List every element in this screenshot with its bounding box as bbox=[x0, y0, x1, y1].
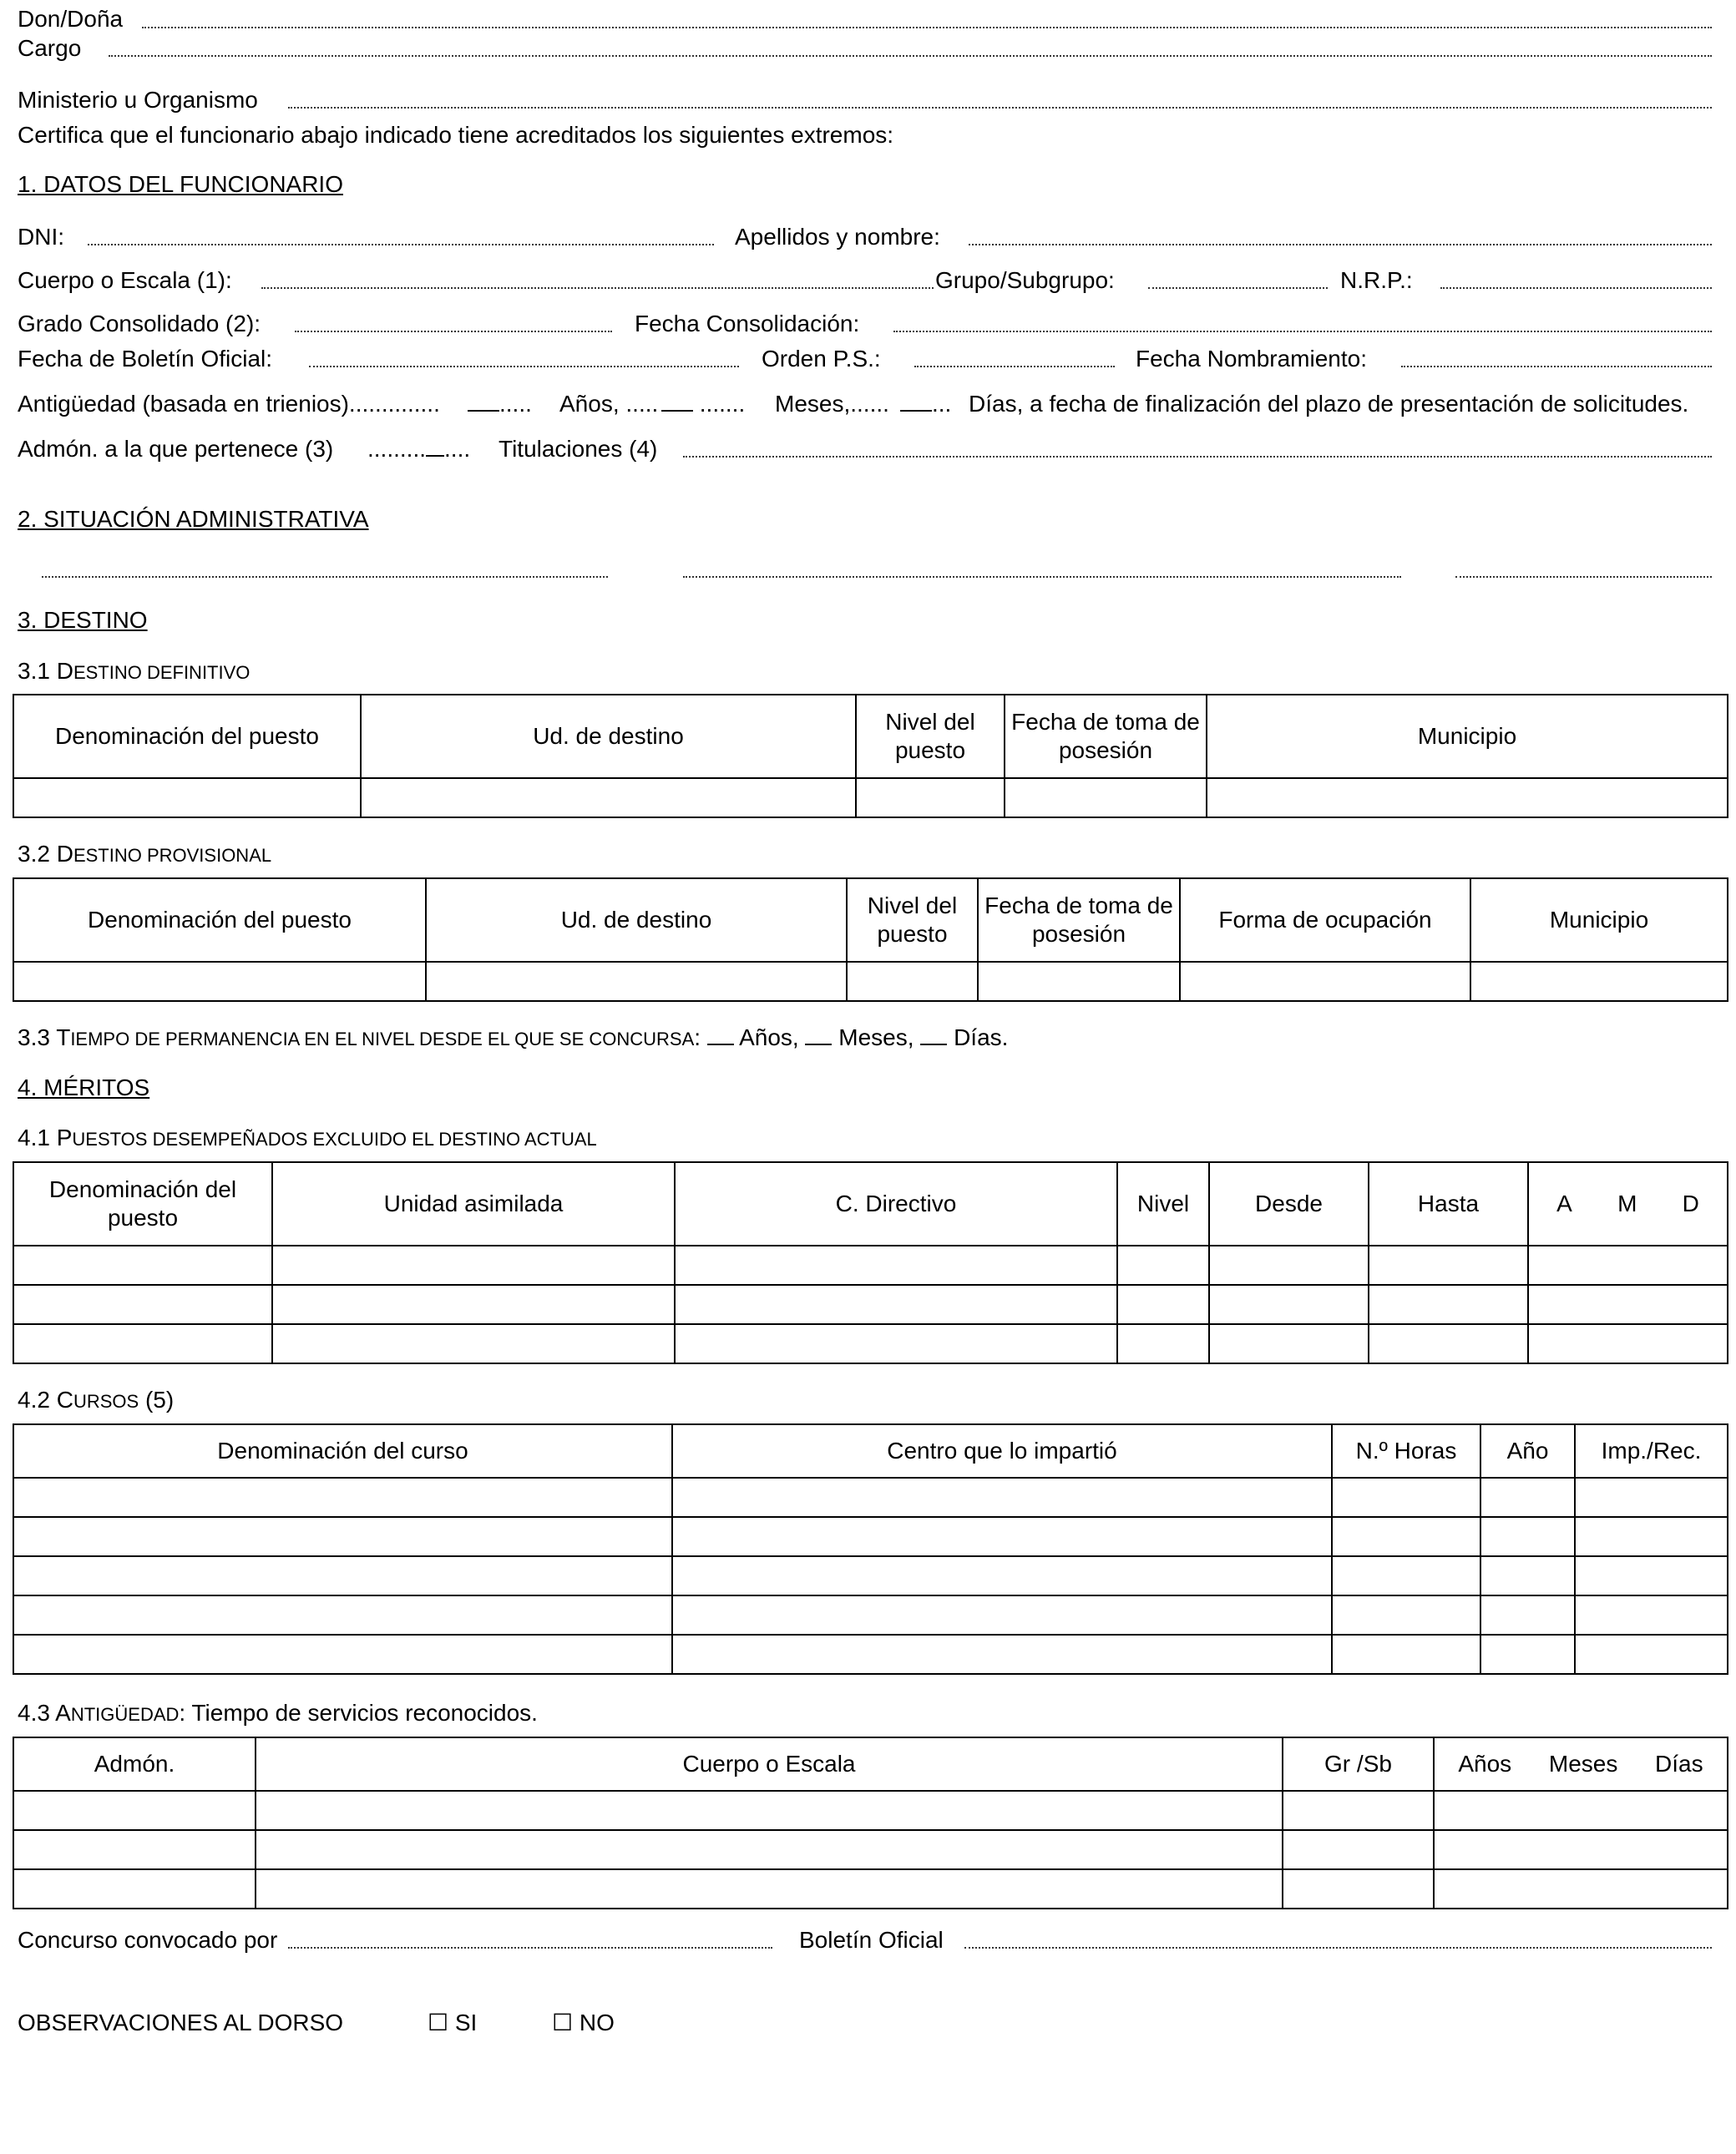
orden-label: Orden P.S.: bbox=[762, 346, 881, 372]
table-cell[interactable] bbox=[272, 1285, 675, 1324]
table-cell[interactable] bbox=[1575, 1478, 1728, 1517]
table-cell[interactable] bbox=[13, 1595, 672, 1635]
table-cell[interactable] bbox=[1470, 962, 1728, 1001]
table-cell[interactable] bbox=[1434, 1830, 1728, 1869]
table-cell[interactable] bbox=[1332, 1595, 1480, 1635]
don-label: Don/Doña bbox=[18, 6, 124, 32]
table-cell[interactable] bbox=[13, 1324, 272, 1363]
concurso-label: Concurso convocado por bbox=[18, 1927, 278, 1953]
cargo-field[interactable] bbox=[109, 55, 1712, 57]
col-header-d: D bbox=[1682, 1191, 1699, 1216]
col-header: Municipio bbox=[1470, 878, 1728, 962]
table-cell[interactable] bbox=[361, 778, 856, 817]
table-row bbox=[13, 1869, 1728, 1909]
titulaciones-field[interactable] bbox=[683, 456, 1712, 458]
table-cell[interactable] bbox=[13, 1635, 672, 1674]
nrp-label: N.R.P.: bbox=[1340, 267, 1413, 293]
col-header-anos: Años bbox=[1458, 1751, 1512, 1777]
grupo-label: Grupo/Subgrupo: bbox=[935, 267, 1115, 293]
table-cell[interactable] bbox=[1528, 1285, 1728, 1324]
table-cell[interactable] bbox=[256, 1830, 1283, 1869]
table-cell[interactable] bbox=[1528, 1324, 1728, 1363]
table-cell[interactable] bbox=[1283, 1791, 1434, 1830]
table-cell[interactable] bbox=[847, 962, 978, 1001]
col-header: Admón. bbox=[13, 1737, 256, 1791]
table-cell[interactable] bbox=[675, 1285, 1117, 1324]
table-cell[interactable] bbox=[1575, 1635, 1728, 1674]
subsection-4-1-title: 4.1 PUESTOS DESEMPEÑADOS EXCLUIDO EL DESTINO ACTUAL bbox=[18, 1125, 597, 1150]
table-header-row bbox=[13, 1424, 1728, 1478]
section-3-title: 3. DESTINO bbox=[18, 607, 148, 633]
table-cell[interactable] bbox=[13, 1478, 672, 1517]
antiguedad-trienios-blank[interactable]: ..... bbox=[468, 391, 532, 417]
table-cell[interactable] bbox=[426, 962, 847, 1001]
table-cell[interactable] bbox=[1207, 778, 1728, 817]
table-puestos-desempenados bbox=[13, 1161, 1728, 1364]
table-cell[interactable] bbox=[256, 1791, 1283, 1830]
table-row bbox=[13, 1791, 1728, 1830]
table-cell[interactable] bbox=[1209, 1285, 1369, 1324]
boletin-field[interactable] bbox=[964, 1947, 1712, 1949]
fecha-nombramiento-label: Fecha Nombramiento: bbox=[1136, 346, 1368, 372]
col-header-m: M bbox=[1617, 1191, 1637, 1216]
apellidos-label: Apellidos y nombre: bbox=[735, 224, 940, 250]
table-cell[interactable] bbox=[256, 1869, 1283, 1909]
table-cell[interactable] bbox=[675, 1246, 1117, 1285]
table-antiguedad bbox=[13, 1737, 1728, 1909]
table-destino-definitivo bbox=[13, 694, 1728, 818]
table-cell[interactable] bbox=[856, 778, 1005, 817]
table-row bbox=[13, 1246, 1728, 1285]
table-cell[interactable] bbox=[672, 1595, 1332, 1635]
admon-blank[interactable]: ......... .... bbox=[367, 436, 471, 462]
table-cell[interactable] bbox=[672, 1635, 1332, 1674]
table-cell[interactable] bbox=[13, 1830, 256, 1869]
col-header: Nivel bbox=[1117, 1162, 1209, 1246]
situacion-field-3[interactable] bbox=[1455, 576, 1712, 578]
subsection-3-3-title: 3.3 TIEMPO DE PERMANENCIA EN EL NIVEL DESDE EL QUE SE CONCURSA: Años, Meses, Días. bbox=[18, 1024, 1009, 1050]
col-header: Centro que lo impartió bbox=[672, 1424, 1332, 1478]
table-cell[interactable] bbox=[1575, 1517, 1728, 1556]
col-header: Fecha de toma de posesión bbox=[1005, 695, 1207, 778]
cuerpo-label: Cuerpo o Escala (1): bbox=[18, 267, 232, 293]
subsection-3-2-title: 3.2 DESTINO PROVISIONAL bbox=[18, 841, 272, 867]
grado-label: Grado Consolidado (2): bbox=[18, 311, 261, 336]
table-cell[interactable] bbox=[978, 962, 1180, 1001]
table-destino-provisional bbox=[13, 877, 1728, 1002]
table-cell[interactable] bbox=[13, 1791, 256, 1830]
table-row bbox=[13, 1595, 1728, 1635]
col-header: Año bbox=[1480, 1424, 1575, 1478]
subsection-3-1-title: 3.1 DESTINO DEFINITIVO bbox=[18, 658, 251, 684]
fecha-consolidacion-label: Fecha Consolidación: bbox=[635, 311, 860, 336]
table-cell[interactable] bbox=[675, 1324, 1117, 1363]
table-cell[interactable] bbox=[1434, 1869, 1728, 1909]
table-cell[interactable] bbox=[272, 1324, 675, 1363]
certifica-text: Certifica que el funcionario abajo indicado tiene acreditados los siguientes extremos: bbox=[18, 122, 894, 148]
col-header-a: A bbox=[1556, 1191, 1572, 1216]
cuerpo-field[interactable] bbox=[261, 287, 934, 289]
table-cell[interactable] bbox=[13, 1556, 672, 1595]
table-cell[interactable] bbox=[1332, 1517, 1480, 1556]
table-cell[interactable] bbox=[672, 1556, 1332, 1595]
col-header: Unidad asimilada bbox=[272, 1162, 675, 1246]
table-cursos bbox=[13, 1423, 1728, 1675]
grado-field[interactable] bbox=[295, 331, 612, 332]
grupo-field[interactable] bbox=[1148, 287, 1328, 289]
table-cell[interactable] bbox=[1480, 1556, 1575, 1595]
meses-blank[interactable]: ... bbox=[900, 391, 951, 417]
table-row bbox=[13, 1285, 1728, 1324]
col-header-dias: Días bbox=[1655, 1751, 1703, 1777]
col-header: Nivel del puesto bbox=[847, 878, 978, 962]
table-cell[interactable] bbox=[13, 962, 426, 1001]
col-header: Ud. de destino bbox=[426, 878, 847, 962]
table-cell[interactable] bbox=[1369, 1246, 1528, 1285]
col-header: Denominación del puesto bbox=[13, 695, 361, 778]
col-header: Municipio bbox=[1207, 695, 1728, 778]
table-cell[interactable] bbox=[1117, 1324, 1209, 1363]
col-header-meses: Meses bbox=[1548, 1751, 1618, 1777]
table-cell[interactable] bbox=[1480, 1517, 1575, 1556]
boletin-label: Boletín Oficial bbox=[799, 1927, 944, 1953]
permanencia-anos-blank[interactable] bbox=[707, 1040, 734, 1045]
table-cell[interactable] bbox=[1209, 1324, 1369, 1363]
table-cell[interactable] bbox=[13, 1869, 256, 1909]
table-cell[interactable] bbox=[13, 1246, 272, 1285]
table-row bbox=[13, 778, 1728, 817]
table-row bbox=[13, 1556, 1728, 1595]
table-cell[interactable] bbox=[272, 1246, 675, 1285]
orden-field[interactable] bbox=[914, 366, 1115, 367]
meses-label: Meses,...... bbox=[775, 391, 889, 417]
table-cell[interactable] bbox=[1528, 1246, 1728, 1285]
don-field[interactable] bbox=[142, 27, 1712, 28]
table-row bbox=[13, 962, 1728, 1001]
anos-label: Años, ..... bbox=[559, 391, 659, 417]
observaciones-label: OBSERVACIONES AL DORSO bbox=[18, 2010, 344, 2035]
table-header-row bbox=[13, 695, 1728, 778]
dias-label: Días, a fecha de finalización del plazo de presentación de solicitudes. bbox=[969, 391, 1689, 417]
table-cell[interactable] bbox=[1369, 1324, 1528, 1363]
col-header: Imp./Rec. bbox=[1575, 1424, 1728, 1478]
apellidos-field[interactable] bbox=[969, 244, 1712, 245]
table-cell[interactable] bbox=[13, 1517, 672, 1556]
nrp-field[interactable] bbox=[1440, 287, 1712, 289]
table-cell[interactable] bbox=[1209, 1246, 1369, 1285]
col-header: Gr /Sb bbox=[1283, 1737, 1434, 1791]
col-header: Nivel del puesto bbox=[856, 695, 1005, 778]
fecha-consolidacion-field[interactable] bbox=[893, 331, 1712, 332]
ministerio-label: Ministerio u Organismo bbox=[18, 87, 258, 113]
subsection-4-3-title: 4.3 ANTIGÜEDAD: Tiempo de servicios reconocidos. bbox=[18, 1700, 538, 1726]
permanencia-meses-blank[interactable] bbox=[805, 1040, 832, 1045]
cargo-label: Cargo bbox=[18, 35, 82, 61]
dni-label: DNI: bbox=[18, 224, 64, 250]
col-header: Cuerpo o Escala bbox=[256, 1737, 1283, 1791]
table-row bbox=[13, 1324, 1728, 1363]
fecha-boletin-label: Fecha de Boletín Oficial: bbox=[18, 346, 273, 372]
admon-label: Admón. a la que pertenece (3) bbox=[18, 436, 334, 462]
table-cell[interactable] bbox=[1332, 1556, 1480, 1595]
table-row bbox=[13, 1517, 1728, 1556]
observaciones-si-checkbox[interactable]: ☐ SI bbox=[428, 2010, 478, 2035]
col-header: Denominación del curso bbox=[13, 1424, 672, 1478]
table-row bbox=[13, 1635, 1728, 1674]
fecha-nombramiento-field[interactable] bbox=[1401, 366, 1712, 367]
section-1-title: 1. DATOS DEL FUNCIONARIO bbox=[18, 171, 343, 197]
table-cell[interactable] bbox=[1480, 1595, 1575, 1635]
table-cell[interactable] bbox=[1332, 1478, 1480, 1517]
table-cell[interactable] bbox=[1575, 1556, 1728, 1595]
col-header: C. Directivo bbox=[675, 1162, 1117, 1246]
table-cell[interactable] bbox=[1283, 1869, 1434, 1909]
dni-field[interactable] bbox=[88, 244, 714, 245]
table-cell[interactable] bbox=[1005, 778, 1207, 817]
table-cell[interactable] bbox=[1480, 1478, 1575, 1517]
col-header: Fecha de toma de posesión bbox=[978, 878, 1180, 962]
col-header: Hasta bbox=[1369, 1162, 1528, 1246]
col-header-amd bbox=[1528, 1162, 1728, 1246]
titulaciones-label: Titulaciones (4) bbox=[499, 436, 658, 462]
table-cell[interactable] bbox=[1117, 1246, 1209, 1285]
anos-blank[interactable]: ....... bbox=[661, 391, 745, 417]
section-2-title: 2. SITUACIÓN ADMINISTRATIVA bbox=[18, 506, 369, 532]
situacion-field-1[interactable] bbox=[42, 576, 608, 578]
subsection-4-2-title: 4.2 CURSOS (5) bbox=[18, 1387, 175, 1413]
table-cell[interactable] bbox=[1480, 1635, 1575, 1674]
table-row bbox=[13, 1830, 1728, 1869]
permanencia-dias-blank[interactable] bbox=[920, 1040, 947, 1045]
col-header: Forma de ocupación bbox=[1180, 878, 1470, 962]
table-cell[interactable] bbox=[1283, 1830, 1434, 1869]
table-header-row bbox=[13, 1737, 1728, 1791]
situacion-field-2[interactable] bbox=[683, 576, 1401, 578]
concurso-field[interactable] bbox=[288, 1947, 772, 1949]
table-cell[interactable] bbox=[1369, 1285, 1528, 1324]
table-cell[interactable] bbox=[672, 1517, 1332, 1556]
fecha-boletin-field[interactable] bbox=[309, 366, 739, 367]
table-cell[interactable] bbox=[1575, 1595, 1728, 1635]
table-cell[interactable] bbox=[1117, 1285, 1209, 1324]
antiguedad-label: Antigüedad (basada en trienios).............. bbox=[18, 391, 440, 417]
table-cell[interactable] bbox=[1180, 962, 1470, 1001]
table-header-row bbox=[13, 1162, 1728, 1246]
observaciones-no-checkbox[interactable]: ☐ NO bbox=[552, 2010, 615, 2035]
table-cell[interactable] bbox=[1434, 1791, 1728, 1830]
col-header-anos-meses-dias bbox=[1434, 1737, 1728, 1791]
col-header: Desde bbox=[1209, 1162, 1369, 1246]
col-header: Ud. de destino bbox=[361, 695, 856, 778]
col-header: Denominación del puesto bbox=[13, 878, 426, 962]
col-header: N.º Horas bbox=[1332, 1424, 1480, 1478]
table-cell[interactable] bbox=[672, 1478, 1332, 1517]
table-row bbox=[13, 1478, 1728, 1517]
table-cell[interactable] bbox=[1332, 1635, 1480, 1674]
col-header: Denominación del puesto bbox=[13, 1162, 272, 1246]
section-4-title: 4. MÉRITOS bbox=[18, 1074, 150, 1100]
table-header-row bbox=[13, 878, 1728, 962]
table-cell[interactable] bbox=[13, 778, 361, 817]
ministerio-field[interactable] bbox=[288, 107, 1712, 109]
table-cell[interactable] bbox=[13, 1285, 272, 1324]
